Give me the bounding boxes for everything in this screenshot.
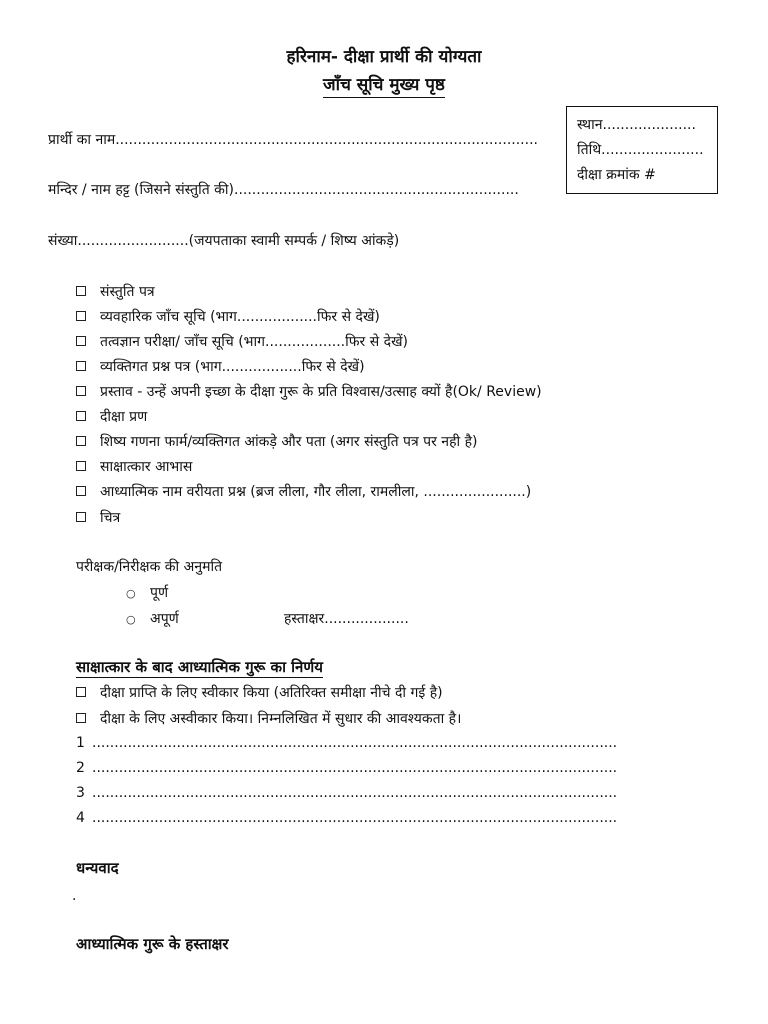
checklist-label: चित्र xyxy=(100,510,121,526)
temple-field[interactable]: मन्दिर / नाम हट्ट (जिसने संस्तुति की)................................................................ xyxy=(48,182,519,198)
checklist-label: तत्वज्ञान परीक्षा/ जाँच सूचि (भाग..................फिर से देखें) xyxy=(100,334,408,350)
form-subtitle xyxy=(0,72,768,95)
checkbox-icon[interactable] xyxy=(76,361,86,371)
line-dots: ...................................................................................................................... xyxy=(92,785,618,801)
examiner-label: परीक्षक/निरीक्षक की अनुमति xyxy=(76,559,223,575)
decision-rejected[interactable] xyxy=(76,709,461,728)
count-field[interactable]: संख्या.........................(जयपताका स्वामी सम्पर्क / शिष्य आंकडे़) xyxy=(48,233,400,249)
checkbox-icon[interactable] xyxy=(76,286,86,296)
checkbox-icon[interactable] xyxy=(76,336,86,346)
checklist-label: व्यवहारिक जाँच सूचि (भाग..................फिर से देखें) xyxy=(100,309,380,325)
checklist-label: साक्षात्कार आभास xyxy=(100,459,193,475)
checklist-label: व्यक्तिगत प्रश्न पत्र (भाग..................फिर से देखें) xyxy=(100,359,365,375)
line-number: 4 xyxy=(76,810,85,826)
candidate-name-field[interactable]: प्रार्थी का नाम............................................................................................... xyxy=(48,132,538,148)
improvement-line[interactable] xyxy=(76,810,617,826)
checkbox-icon[interactable] xyxy=(76,436,86,446)
checklist-item[interactable] xyxy=(76,307,380,326)
decision-heading xyxy=(76,657,323,677)
checklist-item[interactable] xyxy=(76,432,477,451)
radio-circle-icon[interactable]: ○ xyxy=(126,613,136,626)
decision-accepted-label: दीक्षा प्राप्ति के लिए स्वीकार किया (अतिरिक्त समीक्षा नीचे दी गई है) xyxy=(100,685,443,701)
form-title: हरिनाम- दीक्षा प्रार्थी की योग्यता xyxy=(286,47,482,67)
line-dots: ...................................................................................................................... xyxy=(92,735,618,751)
checklist-item[interactable] xyxy=(76,382,542,401)
decision-accepted[interactable] xyxy=(76,683,443,702)
checklist-label: दीक्षा प्रण xyxy=(100,409,148,425)
decision-rejected-label: दीक्षा के लिए अस्वीकार किया। निम्नलिखित में सुधार की आवश्यकता है। xyxy=(100,711,462,727)
thanks-text: धन्यवाद xyxy=(76,859,119,877)
checkbox-icon[interactable] xyxy=(76,411,86,421)
checkbox-icon[interactable] xyxy=(76,713,86,723)
checklist-item[interactable] xyxy=(76,332,408,351)
checklist-label: संस्तुति पत्र xyxy=(100,284,155,300)
line-dots: ...................................................................................................................... xyxy=(92,810,618,826)
improvement-line[interactable] xyxy=(76,785,617,801)
option-incomplete[interactable] xyxy=(126,609,179,628)
checklist-item[interactable] xyxy=(76,282,155,301)
checklist-label: प्रस्ताव - उन्हें अपनी इच्छा के दीक्षा गुरू के प्रति विश्वास/उत्साह क्यों है(Ok/ Review) xyxy=(100,384,542,400)
checklist-item[interactable] xyxy=(76,482,531,501)
checklist-item[interactable] xyxy=(76,357,365,376)
option-complete[interactable] xyxy=(126,583,168,602)
radio-circle-icon[interactable]: ○ xyxy=(126,587,136,600)
line-dots: ...................................................................................................................... xyxy=(92,760,618,776)
checkbox-icon[interactable] xyxy=(76,461,86,471)
checkbox-icon[interactable] xyxy=(76,386,86,396)
checkbox-icon[interactable] xyxy=(76,486,86,496)
guru-signature-label: आध्यात्मिक गुरू के हस्ताक्षर xyxy=(76,935,229,953)
improvement-line[interactable] xyxy=(76,760,617,776)
checklist-item[interactable] xyxy=(76,508,120,527)
serial-field[interactable]: दीक्षा क्रमांक # xyxy=(577,167,656,183)
decision-heading-text: साक्षात्कार के बाद आध्यात्मिक गुरू का निर्णय xyxy=(76,658,323,676)
checklist-item[interactable] xyxy=(76,407,147,426)
checkbox-icon[interactable] xyxy=(76,512,86,522)
line-number: 3 xyxy=(76,785,85,801)
checklist-label: आध्यात्मिक नाम वरीयता प्रश्न (ब्रज लीला, गौर लीला, रामलीला, .......................) xyxy=(100,484,532,500)
checkbox-icon[interactable] xyxy=(76,687,86,697)
info-box xyxy=(566,106,718,194)
checklist-item[interactable] xyxy=(76,457,192,476)
checkbox-icon[interactable] xyxy=(76,311,86,321)
checklist-label: शिष्य गणना फार्म/व्यक्तिगत आंकडे़ और पता (अगर संस्तुति पत्र पर नही है) xyxy=(100,434,478,450)
stray-dot: . xyxy=(72,888,77,904)
line-number: 1 xyxy=(76,735,85,751)
date-field[interactable]: तिथि....................... xyxy=(577,142,704,158)
line-number: 2 xyxy=(76,760,85,776)
improvement-line[interactable] xyxy=(76,735,617,751)
place-field[interactable]: स्थान..................... xyxy=(577,117,696,133)
form-subtitle-text: जाँच सूचि मुख्य पृष्ठ xyxy=(323,75,445,98)
option-incomplete-label: अपूर्ण xyxy=(150,611,179,627)
examiner-signature-field[interactable]: हस्ताक्षर................... xyxy=(284,611,409,627)
option-complete-label: पूर्ण xyxy=(150,585,169,601)
